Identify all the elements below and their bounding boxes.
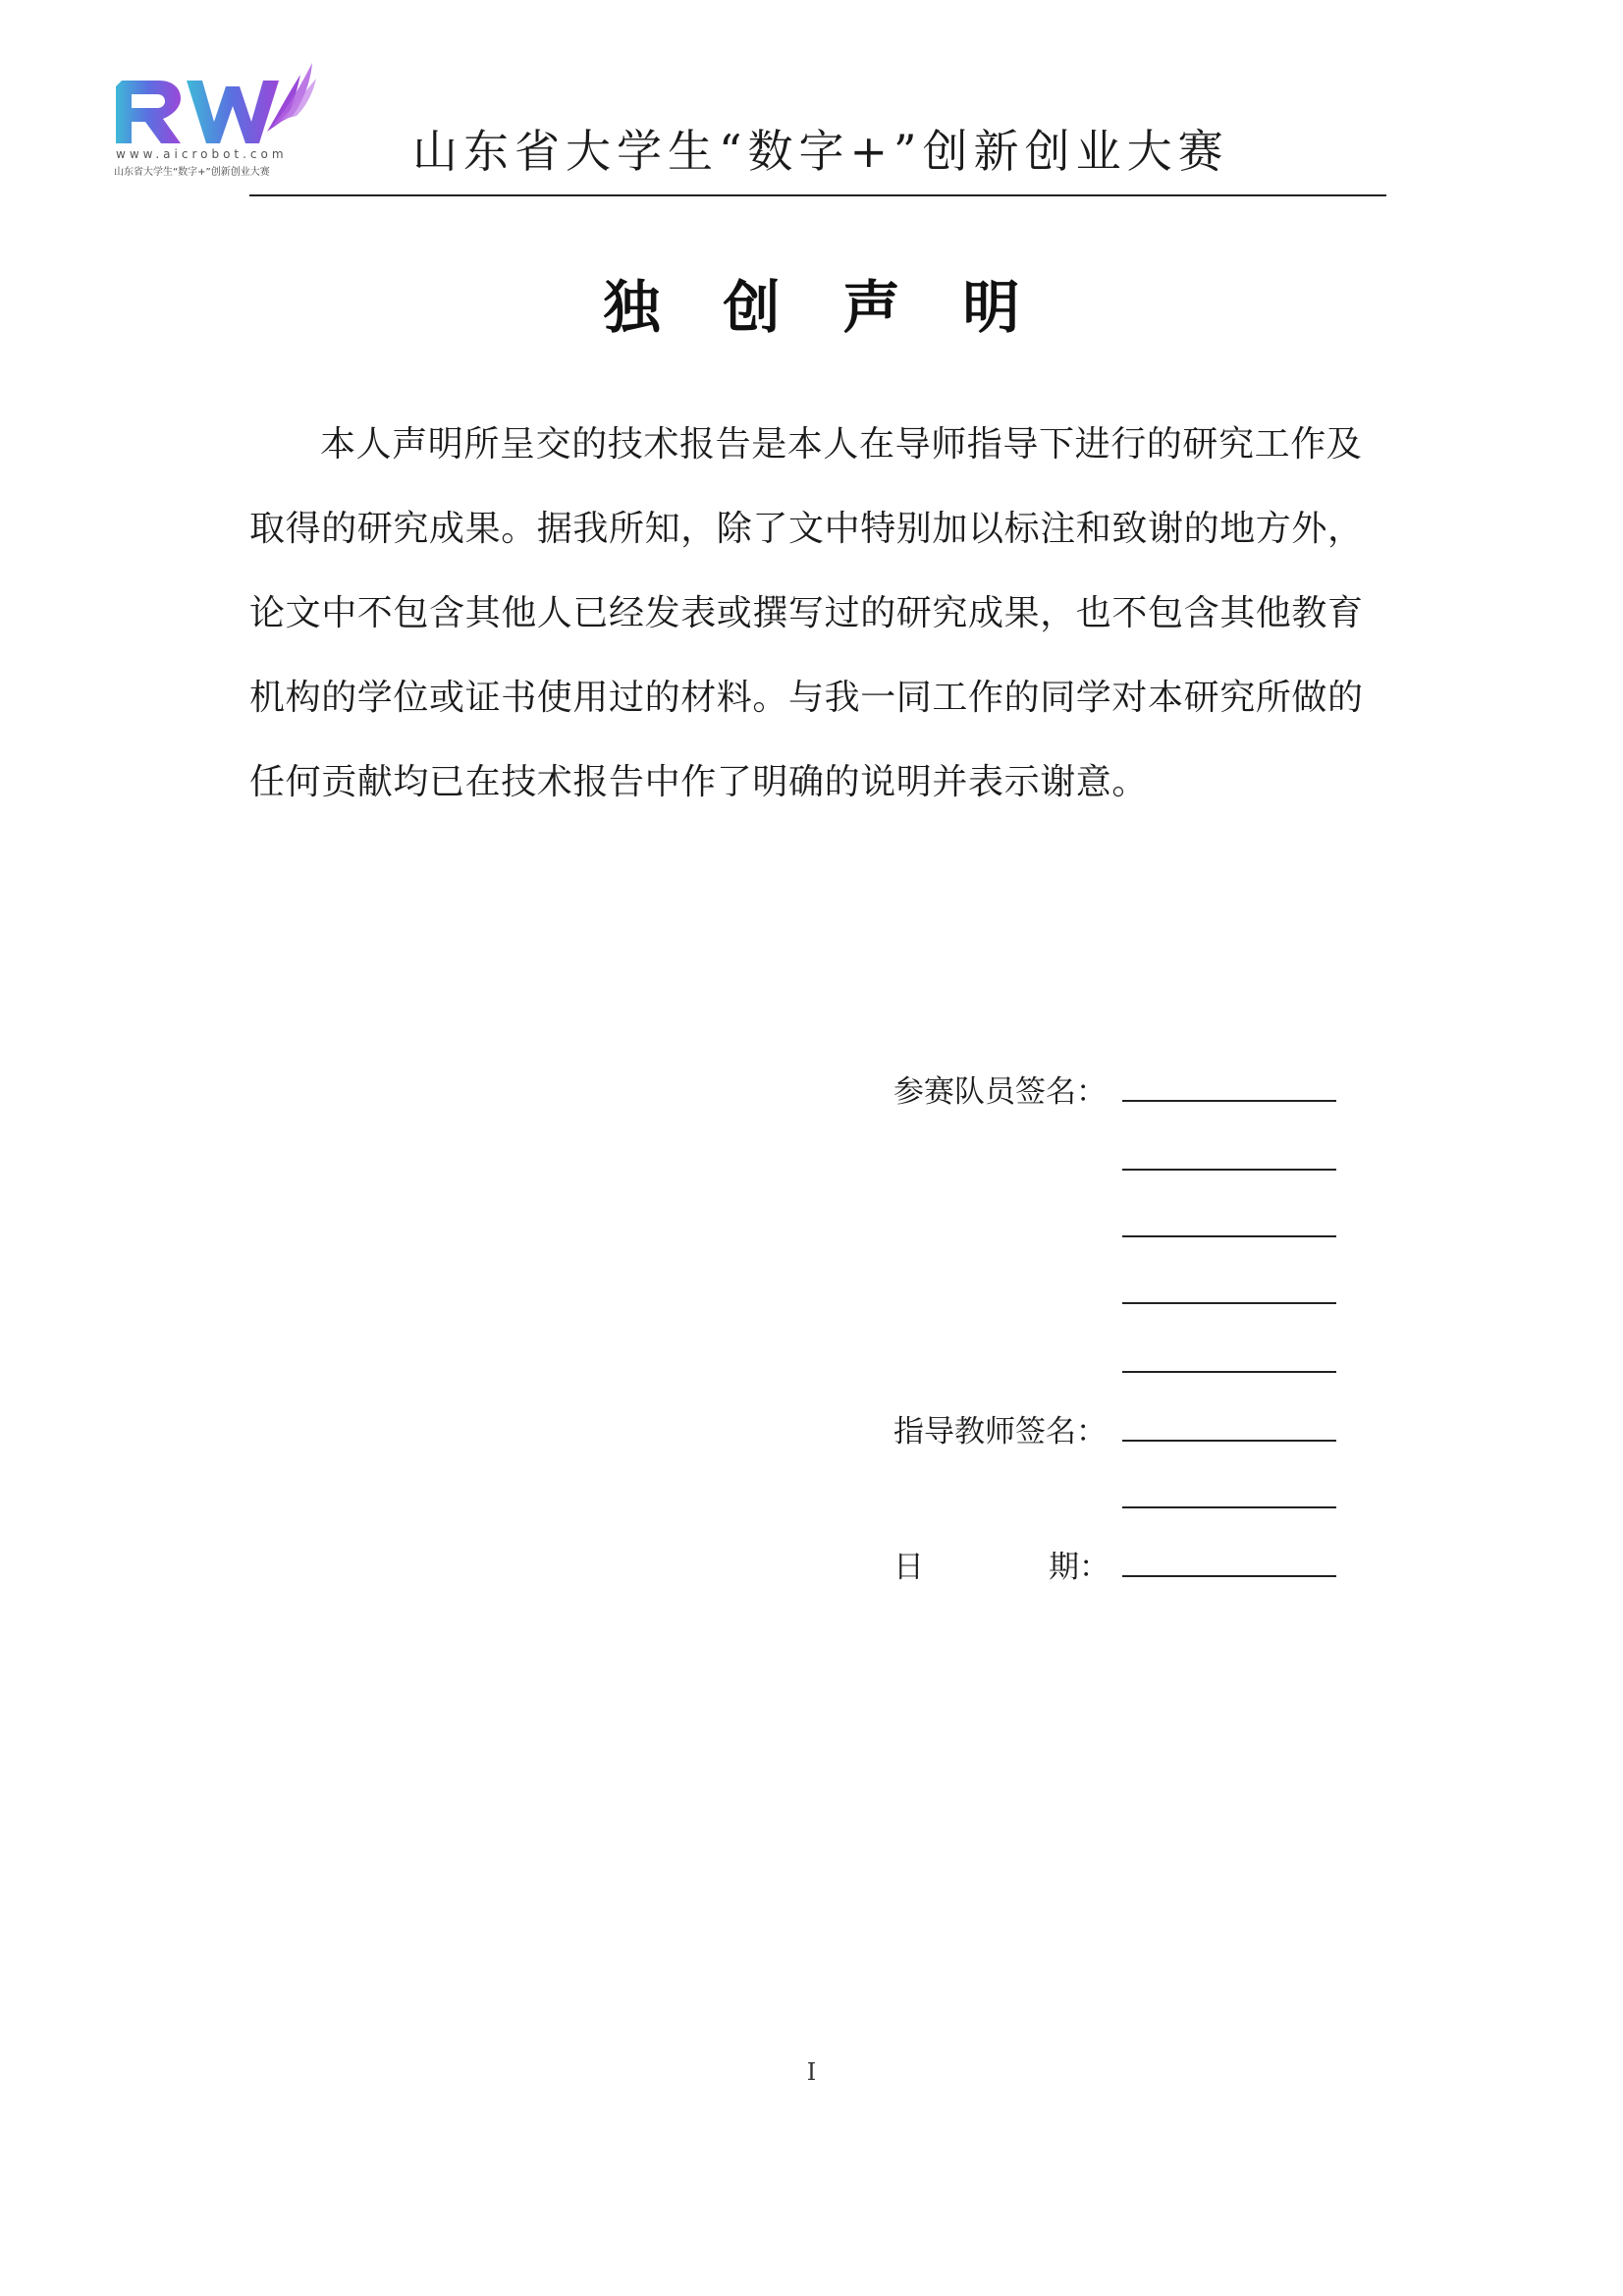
statement-paragraph: 本人声明所呈交的技术报告是本人在导师指导下进行的研究工作及取得的研究成果。据我所知，除了文中特别加以标注和致谢的地方外，论文中不包含其他人已经发表或撰写过的研究成果，也不包含其他教育机构的学位或证书使用过的材料。与我一同工作的同学对本研究所做的任何贡献均已在技术报告中作了明确的说明并表示谢意。 — [249, 424, 1364, 802]
document-title: 独创声明 — [603, 274, 1083, 341]
page-number: I — [806, 2058, 817, 2086]
team-signature-line-3 — [1122, 1235, 1336, 1237]
logo-url-text: www.aicrobot.com — [116, 147, 288, 161]
date-label-right: 期： — [1049, 1550, 1109, 1585]
competition-logo — [112, 57, 318, 179]
advisor-signature-label: 指导教师签名： — [893, 1414, 1107, 1449]
rw-logo-icon — [112, 57, 318, 151]
advisor-signature-line-1 — [1122, 1440, 1336, 1442]
team-signature-line-4 — [1122, 1302, 1336, 1304]
team-signature-line-1 — [1122, 1100, 1336, 1102]
advisor-signature-line-2 — [1122, 1506, 1336, 1508]
header-title: 山东省大学生“数字+”创新创业大赛 — [412, 125, 1229, 178]
date-label-left: 日 — [893, 1550, 924, 1585]
team-signature-line-2 — [1122, 1169, 1336, 1171]
team-signature-line-5 — [1122, 1371, 1336, 1373]
date-label — [893, 1542, 1109, 1586]
date-line — [1122, 1575, 1336, 1577]
logo-caption-text: 山东省大学生“数字+”创新创业大赛 — [114, 167, 270, 178]
team-signature-label: 参赛队员签名： — [893, 1074, 1107, 1110]
header-divider — [249, 194, 1386, 196]
